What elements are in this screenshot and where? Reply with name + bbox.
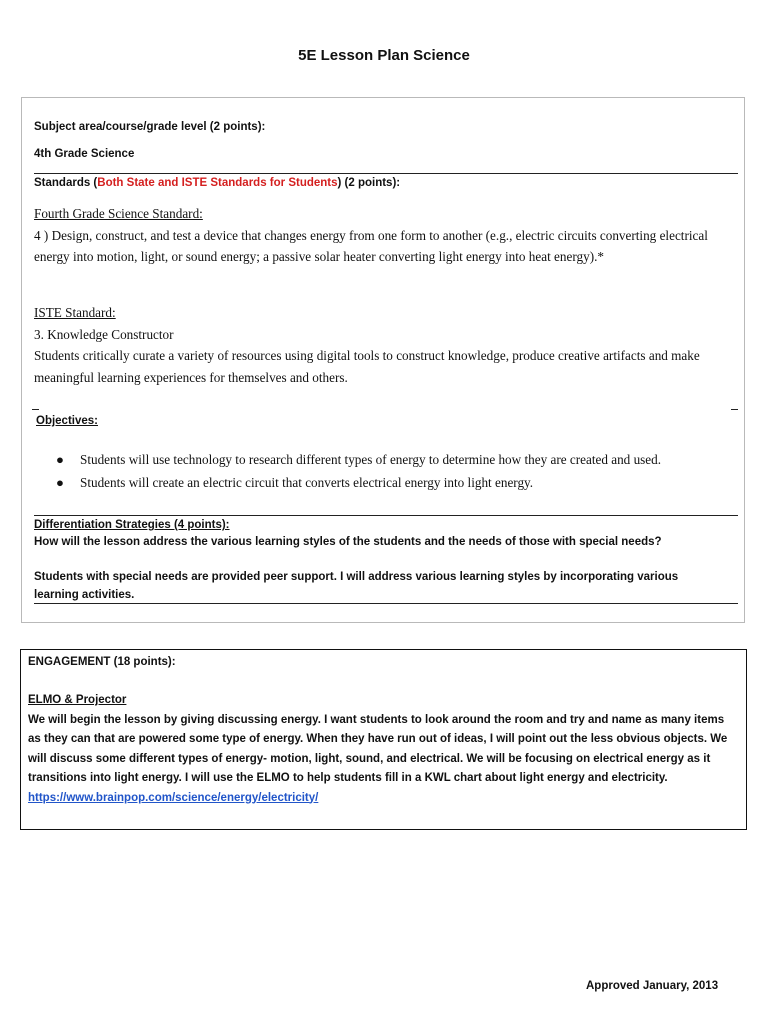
standards-label-highlight: Both State and ISTE Standards for Students [97,177,338,189]
bullet-icon: ● [56,475,64,490]
differentiation-answer: Students with special needs are provided peer support. I will address various learning styles by incorporating various learning activities. [34,571,679,601]
list-item: ● Students will use technology to research different types of energy to determine how they are created and used. [34,450,734,470]
divider [34,173,738,174]
divider [34,515,738,516]
differentiation-label: Differentiation Strategies (4 points): [34,519,230,531]
engagement-body [28,691,740,808]
objectives-list [34,450,734,496]
divider [34,603,738,604]
iste-standard-text: Students critically curate a variety of resources using digital tools to construct knowledge, produce creative artifacts and make meaningful learning experiences for themselves and others. [34,348,700,385]
objectives-label: Objectives: [36,415,98,427]
fourth-grade-standard [34,203,738,268]
lesson-info-box [21,97,745,623]
iste-standard [34,302,738,388]
engagement-tools: ELMO & Projector [28,694,127,706]
brainpop-link[interactable]: https://www.brainpop.com/science/energy/electricity/ [28,791,319,804]
subject-label: Subject area/course/grade level (2 points): [34,121,266,133]
divider-tick-right [731,409,738,410]
divider-tick-left [32,409,39,410]
engagement-box [20,649,747,830]
fourth-grade-standard-heading: Fourth Grade Science Standard: [34,206,203,221]
subject-value: 4th Grade Science [34,148,135,160]
differentiation-question: How will the lesson address the various learning styles of the students and the needs of those with special needs? [34,536,662,548]
document-title: 5E Lesson Plan Science [298,47,470,64]
iste-standard-number: 3. Knowledge Constructor [34,326,174,342]
approval-footer: Approved January, 2013 [586,980,719,992]
bullet-icon: ● [56,452,64,467]
engagement-label: ENGAGEMENT (18 points): [28,656,176,668]
iste-standard-heading: ISTE Standard: [34,305,116,320]
engagement-text: We will begin the lesson by giving discussing energy. I want students to look around the room and try and name as many items as they can that are powered some type of energy. When they have run out of ideas, I will point out the less obvious objects. We will discuss some different types of energy- motion, light, sound, and electrical. We will be focusing on electrical energy as it transitions into light energy. I will use the ELMO to help students fill in a KWL chart about light energy and electricity. [28,713,728,784]
fourth-grade-standard-text: 4 ) Design, construct, and test a device that changes energy from one form to another (e.g., electric circuits converting electrical energy into motion, light, or sound energy; a passive solar heater converting light energy into heat energy).* [34,227,708,264]
list-item: ● Students will create an electric circuit that converts electrical energy into light energy. [34,473,734,493]
standards-label: Standards (Both State and ISTE Standards for Students) (2 points): [34,177,401,189]
